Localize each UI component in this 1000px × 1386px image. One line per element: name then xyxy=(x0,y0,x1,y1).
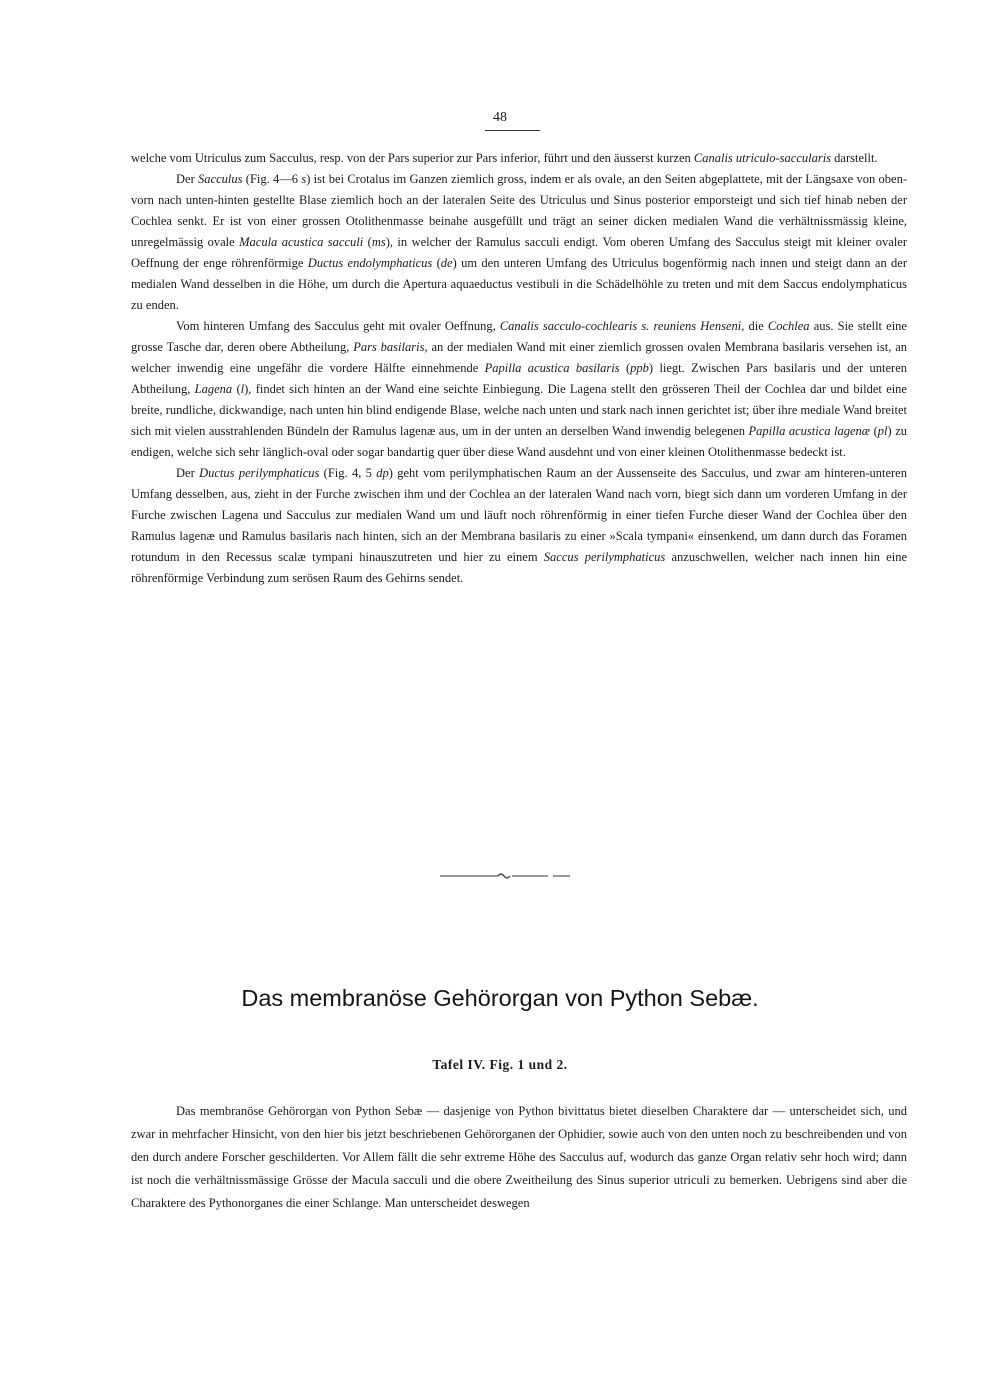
text-run: Vom hinteren Umfang des Sacculus geht mit ovaler Oeffnung, xyxy=(176,319,500,333)
text-run: ) zu endigen, welche sich sehr länglich-oval oder sogar bandartig quer über diese Wand ausdehnt und von einer kleinen Otolithenmasse bedeckt ist. xyxy=(131,424,907,459)
text-run: ) ist bei Crotalus im Ganzen ziemlich gross, indem er als ovale, an den Seiten abgeplattete, mit der Längsaxe von oben-vorn nach unten-hinten gestellte Blase ziemlich hoch an der lateralen Seite des Utriculus und Sinus posterior emporsteigt und sich tief hinab neben der Cochlea senkt. Er ist von einer grossen Otolithenmasse beinahe ausgefüllt und trägt an seiner dicken medialen Wand die verhältnissmässig kleine, unregelmässig ovale xyxy=(131,172,908,249)
chapter-heading: Das membranöse Gehörorgan von Python Sebæ. xyxy=(241,985,759,1011)
italic-term: Cochlea xyxy=(767,319,810,333)
italic-term: pl xyxy=(877,424,888,438)
italic-term: dp xyxy=(376,466,389,480)
paragraph-canalis xyxy=(131,148,907,169)
text-run: die xyxy=(744,319,768,333)
page-number: 48 xyxy=(493,110,507,125)
text-run: anzuschwellen, welcher nach innen hin eine röhrenförmige Verbindung zum serösen Raum des Gehirns sendet. xyxy=(131,550,908,585)
text-run: Der xyxy=(176,172,199,186)
text-run: ) geht vom perilymphatischen Raum an der Aussenseite des Sacculus, und zwar am hinteren-unteren Umfang desselben, aus, zieht in der Furche zwischen ihm und der Cochlea an der lateralen Wand nach vorn, biegt sich dann um vorderen Umfang in der Furche zwischen Lagena und Sacculus zur medialen Wand um und läuft noch röhrenförmig in einer tiefen Furche dieser Wand der Cochlea über den Ramulus lagenæ und Ramulus basilaris nach hinten, sich an der Membrana basilaris zu einer »Scala tympani« einsenkend, um dann durch das Foramen rotundum in den Recessus scalæ tympani hinauszutreten und hier zu einem xyxy=(131,466,907,564)
section-divider-ornament xyxy=(440,869,570,883)
section-python-text xyxy=(131,1100,907,1215)
page-number-rule xyxy=(485,130,540,131)
italic-term: ms xyxy=(371,235,386,249)
text-run: darstellt. xyxy=(831,151,878,165)
italic-term: Canalis utriculo-saccularis xyxy=(693,151,832,165)
italic-term: Canalis sacculo-cochlearis s. reuniens Henseni, xyxy=(499,319,745,333)
italic-term: ppb xyxy=(630,361,649,375)
paragraph-cochlea xyxy=(131,316,907,463)
italic-term: Papilla acustica lagenæ xyxy=(748,424,871,438)
paragraph-sacculus xyxy=(131,169,907,316)
text-run: (Fig. 4—6 xyxy=(242,172,302,186)
italic-term: Papilla acustica basilaris xyxy=(484,361,620,375)
italic-term: Ductus endolymphaticus xyxy=(307,256,433,270)
italic-term: Saccus perilymphaticus xyxy=(543,550,666,564)
text-run: (Fig. 4, 5 xyxy=(319,466,377,480)
plate-reference: Tafel IV. Fig. 1 und 2. xyxy=(432,1057,568,1072)
italic-term: s xyxy=(301,172,307,186)
text-run: ) um den unteren Umfang des Utriculus bogenförmig nach innen und steigt dann an der medialen Wand desselben in die Höhe, um durch die Apertura aquaeductus vestibuli in die Schädelhöhle zu treten und mit dem Saccus endolymphaticus zu enden. xyxy=(131,256,907,312)
italic-term: Macula acustica sacculi xyxy=(239,235,364,249)
paragraph-ductus-perilymphaticus xyxy=(131,463,907,589)
italic-term: de xyxy=(440,256,453,270)
text-run: ( xyxy=(432,256,441,270)
text-run: ) liegt. Zwischen Pars basilaris und der unteren Abtheilung, xyxy=(131,361,907,396)
italic-term: Ductus perilymphaticus xyxy=(199,466,320,480)
text-run: ( xyxy=(232,382,241,396)
italic-term: Sacculus xyxy=(198,172,243,186)
text-run: ), in welcher der Ramulus sacculi endigt. Vom oberen Umfang des Sacculus steigt mit kleiner ovaler Oeffnung der enge röhrenförmige xyxy=(131,235,907,270)
text-run: welche vom Utriculus zum Sacculus, resp. von der Pars superior zur Pars inferior, führt und den äusserst kurzen xyxy=(131,151,694,165)
text-run: an der medialen Wand mit einer ziemlich grossen ovalen Membrana basilaris versehen ist, an welcher inwendig eine ungefähr die vordere Hälfte einnehmende xyxy=(131,340,907,375)
italic-term: l xyxy=(240,382,245,396)
text-run: ( xyxy=(363,235,372,249)
section-crotalus-text xyxy=(131,148,907,589)
italic-term: Lagena xyxy=(194,382,233,396)
text-run: ( xyxy=(619,361,631,375)
text-run: aus. Sie stellt eine grosse Tasche dar, deren obere Abtheilung, xyxy=(131,319,907,354)
text-run: ( xyxy=(870,424,878,438)
text-run: ), findet sich hinten an der Wand eine seichte Einbiegung. Die Lagena stellt den grösseren Theil der Cochlea dar und bildet eine breite, rundliche, dickwandige, nach unten hin blind endigende Blase, welche nach unten und stark nach innen gerichtet ist; über ihre mediale Wand breitet sich mit vielen ausstrahlenden Bündeln der Ramulus lagenæ aus, um in der unten an derselben Wand inwendig belegenen xyxy=(131,382,907,438)
italic-term: Pars basilaris, xyxy=(353,340,428,354)
paragraph-python-intro: Das membranöse Gehörorgan von Python Sebæ — dasjenige von Python bivittatus bietet dieselben Charaktere dar — unterscheidet sich, und zwar in mehrfacher Hinsicht, von den hier bis jetzt beschriebenen Gehörorganen der Ophidier, sowie auch von den unten noch zu beschreibenden und von den durch andere Forscher geschilderten. Vor Allem fällt die sehr extreme Höhe des Sacculus auf, wodurch das ganze Organ relativ sehr hoch wird; dann ist noch die verhältnissmässige Grösse der Macula sacculi und die obere Zweitheilung des Sinus superior utriculi zu bemerken. Uebrigens sind aber die Charaktere des Pythonorganes die einer Schlange. Man unterscheidet deswegen xyxy=(131,1104,907,1210)
text-run: Der xyxy=(176,466,200,480)
